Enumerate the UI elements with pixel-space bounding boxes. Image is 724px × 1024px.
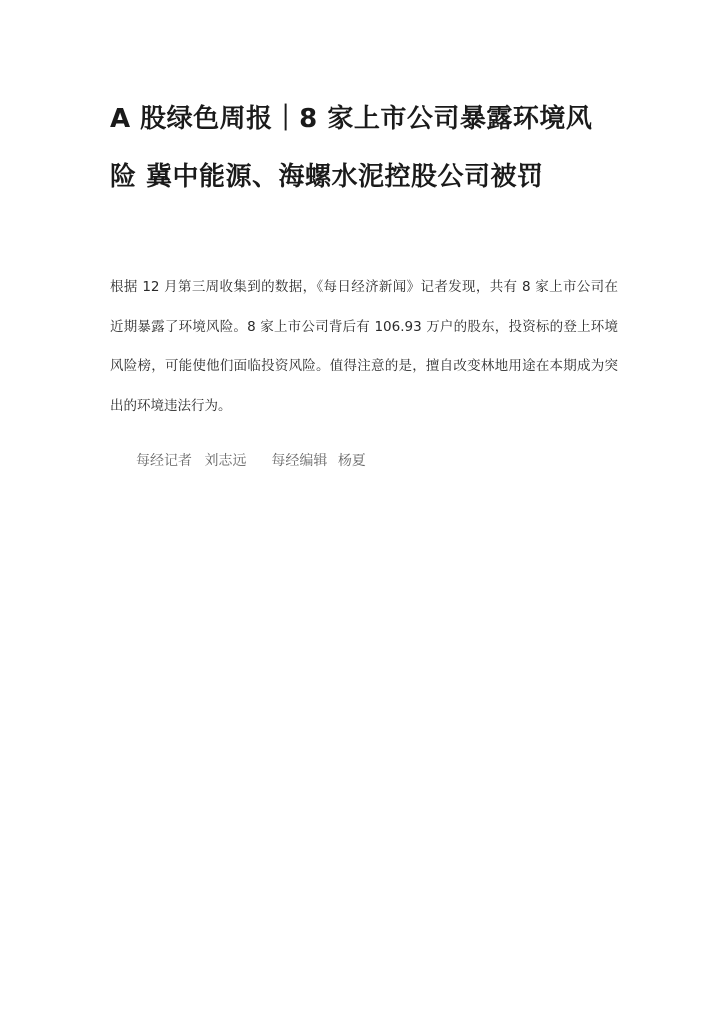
editor-name: 杨夏 (337, 453, 366, 469)
byline (136, 450, 618, 470)
article-title: A 股绿色周报｜8 家上市公司暴露环境风险 冀中能源、海螺水泥控股公司被罚 (110, 104, 593, 192)
article (110, 90, 618, 470)
reporter-name: 刘志远 (204, 453, 247, 469)
article-lead-paragraph: 根据 12 月第三周收集到的数据，《每日经济新闻》记者发现，共有 8 家上市公司在近期暴露了环境风险。8 家上市公司背后有 106.93 万户的股东，投资标的登上环境风险榜，可能使他们面临投资风险。值得注意的是，擅自改变林地用途在本期成为突出的环境违法行为。 (110, 279, 618, 414)
editor-role: 每经编辑 (271, 453, 328, 469)
reporter-role: 每经记者 (136, 453, 192, 469)
